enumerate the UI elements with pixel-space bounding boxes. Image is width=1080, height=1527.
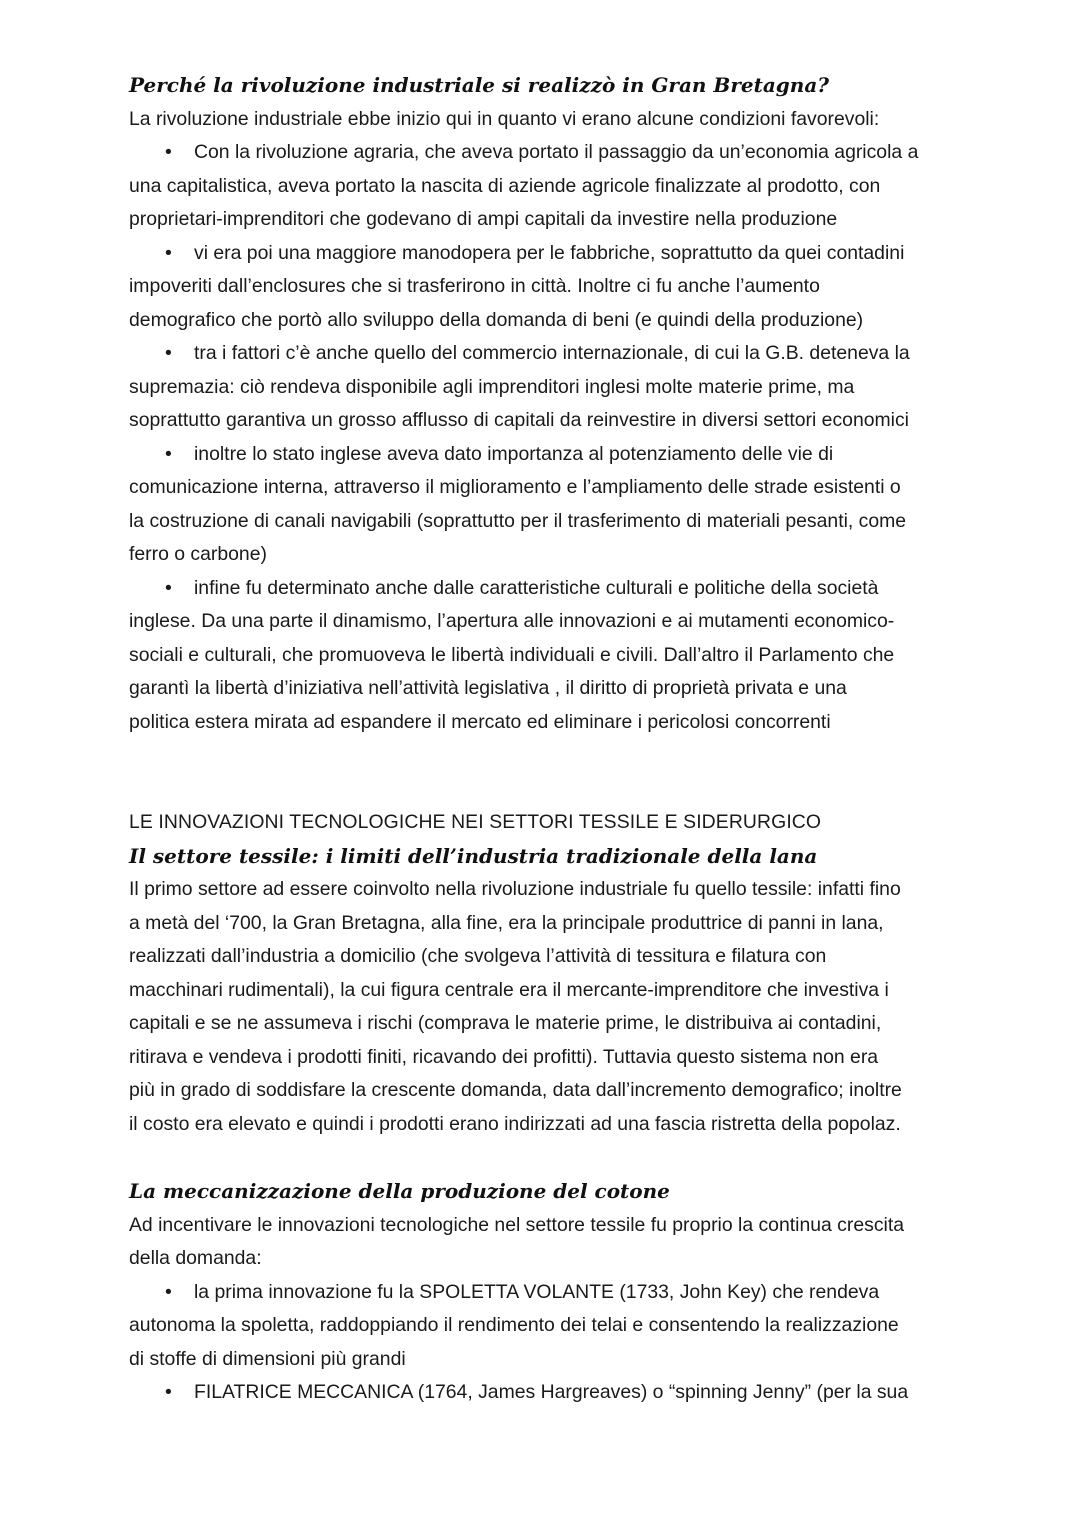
list-item [129,1276,1029,1377]
list-item-text: vi era poi una maggiore manodopera per le fabbriche, soprattutto da quei contadini [194,241,905,264]
list-item-text: la prima innovazione fu la SPOLETTA VOLANTE (1733, John Key) che rendeva [194,1280,880,1303]
list-item [129,1376,1029,1410]
list-item-text: una capitalistica, aveva portato la nascita di aziende agricole finalizzate al prodotto, con [129,174,881,197]
paragraph-line: più in grado di soddisfare la crescente domanda, data dall’incremento demografico; inoltre [129,1079,902,1101]
list-item [129,572,1029,740]
bullet-icon: • [165,442,172,465]
paragraph-line: ritirava e vendeva i prodotti finiti, ricavando dei profitti). Tuttavia questo sistema non era [129,1045,879,1068]
list-item-text: politica estera mirata ad espandere il mercato ed eliminare i pericolosi concorrenti [129,710,831,733]
intro-text: La rivoluzione industriale ebbe inizio qui in quanto vi erano alcune condizioni favorevoli: [129,107,880,130]
list-item-text: infine fu determinato anche dalle caratteristiche culturali e politiche della società [194,576,879,599]
list-item-text: Con la rivoluzione agraria, che aveva portato il passaggio da un’economia agricola a [194,141,919,163]
section-heading: La meccanizzazione della produzione del cotone [129,1179,670,1203]
list-item [129,438,1029,572]
intro-text: Ad incentivare le innovazioni tecnologiche nel settore tessile fu proprio la continua crescita [129,1213,904,1236]
section-title: LE INNOVAZIONI TECNOLOGICHE NEI SETTORI TESSILE E SIDERURGICO [129,811,822,833]
bullet-list [129,136,1029,739]
bullet-list [129,1276,1029,1410]
list-item-text: la costruzione di canali navigabili (soprattutto per il trasferimento di materiali pesanti, come [129,509,907,532]
bullet-icon: • [165,576,172,599]
intro-text: della domanda: [129,1247,262,1269]
list-item-text: demografico che portò allo sviluppo della domanda di beni (e quindi della produzione) [129,308,864,331]
list-item-text: supremazia: ciò rendeva disponibile agli imprenditori inglesi molte materie prime, ma [129,375,855,398]
list-item-text: proprietari-imprenditori che godevano di ampi capitali da investire nella produzione [129,208,838,230]
list-item-text: autonoma la spoletta, raddoppiando il rendimento dei telai e consentendo la realizzazione [129,1314,899,1336]
list-item-text: ferro o carbone) [129,543,267,565]
list-item-text: garantì la libertà d’iniziativa nell’attività legislativa , il diritto di proprietà privata e una [129,677,847,699]
paragraph-line: macchinari rudimentali), la cui figura centrale era il mercante-imprenditore che investiva i [129,978,889,1001]
paragraph-line: il costo era elevato e quindi i prodotti erano indirizzati ad una fascia ristretta della popolaz. [129,1112,901,1135]
list-item-text: sociali e culturali, che promuoveva le libertà individuali e civili. Dall’altro il Parlamento che [129,643,895,666]
list-item [129,237,1029,338]
section-heading: Perché la rivoluzione industriale si realizzò in Gran Bretagna? [129,73,829,97]
bullet-icon: • [165,141,172,163]
list-item-text: FILATRICE MECCANICA (1764, James Hargreaves) o “spinning Jenny” (per la sua [194,1381,909,1403]
spacer [129,1141,1029,1175]
spacer [129,739,1029,806]
list-item-text: soprattutto garantiva un grosso afflusso di capitali da reinvestire in diversi settori economici [129,409,909,431]
bullet-icon: • [165,342,172,364]
paragraph-line: capitali e se ne assumeva i rischi (comprava le materie prime, le distribuiva ai contadini, [129,1012,882,1034]
paragraph-line: a metà del ‘700, la Gran Bretagna, alla fine, era la principale produttrice di panni in lana, [129,911,884,934]
list-item [129,136,1029,237]
list-item [129,337,1029,438]
list-item-text: tra i fattori c’è anche quello del commercio internazionale, di cui la G.B. deteneva la [194,342,910,364]
bullet-icon: • [165,1381,172,1403]
list-item-text: di stoffe di dimensioni più grandi [129,1347,406,1370]
bullet-icon: • [165,1280,172,1303]
list-item-text: impoveriti dall’enclosures che si trasferirono in città. Inoltre ci fu anche l’aumento [129,275,820,297]
document-page [129,69,1029,1410]
paragraph-line: realizzati dall’industria a domicilio (che svolgeva l’attività di tessitura e filatura con [129,945,827,967]
list-item-text: inglese. Da una parte il dinamismo, l’apertura alle innovazioni e ai mutamenti economico- [129,610,895,632]
paragraph-line: Il primo settore ad essere coinvolto nella rivoluzione industriale fu quello tessile: infatti fino [129,878,901,900]
list-item-text: comunicazione interna, attraverso il miglioramento e l’ampliamento delle strade esistenti o [129,476,901,498]
paragraph [129,873,1029,1141]
section-subheading: Il settore tessile: i limiti dell’industria tradizionale della lana [129,843,818,868]
list-item-text: inoltre lo stato inglese aveva dato importanza al potenziamento delle vie di [194,442,834,465]
bullet-icon: • [165,241,172,264]
